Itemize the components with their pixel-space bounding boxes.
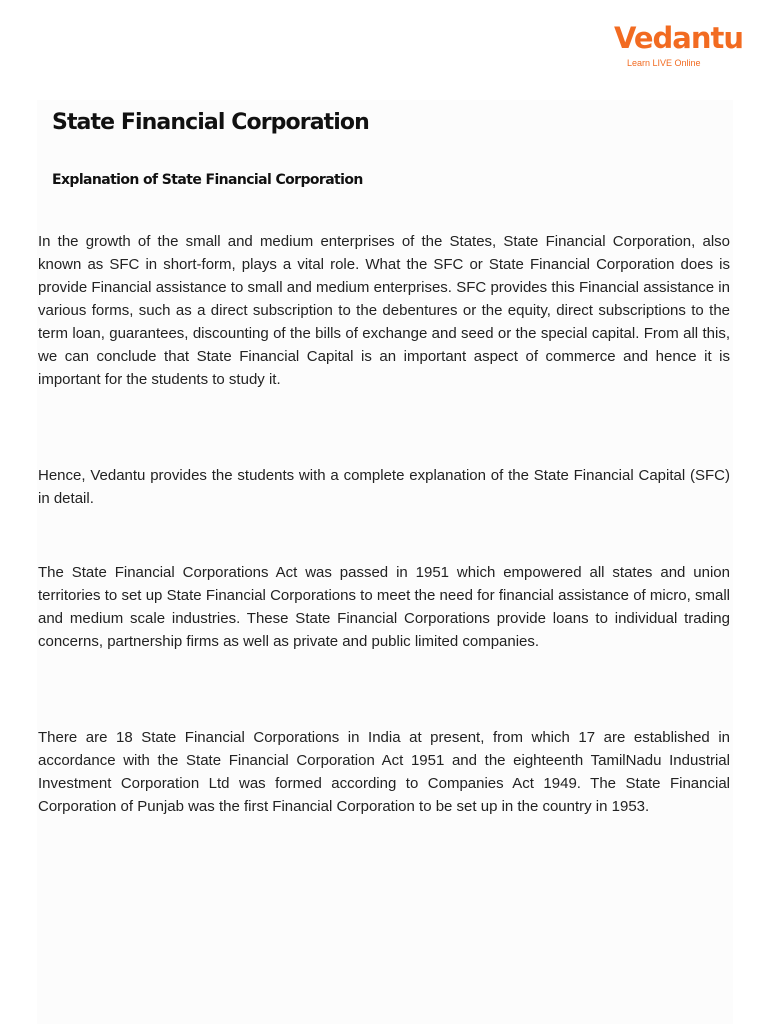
paragraph-intro: In the growth of the small and medium enterprises of the States, State Financial Corporation, also known as SFC in short-form, plays a vital role. What the SFC or State Financial Corporation does is provide Financial assistance to small and medium enterprises. SFC provides this Financial assistance in various forms, such as a direct subscription to the debentures or the equity, direct subscriptions to the term loan, guarantees, discounting of the bills of exchange and seed or the special capital. From all this, we can conclude that State Financial Capital is an important aspect of commerce and hence it is important for the students to study it.: [38, 233, 730, 388]
logo-wordmark: Vedantu: [614, 21, 744, 55]
paragraph-sfc-count: There are 18 State Financial Corporations in India at present, from which 17 are established in accordance with the State Financial Corporation Act 1951 and the eighteenth TamilNadu Industrial Investment Corporation Ltd was formed according to Companies Act 1949. The State Financial Corporation of Punjab was the first Financial Corporation to be set up in the country in 1953.: [38, 729, 730, 815]
logo-tagline: Learn LIVE Online: [627, 58, 701, 68]
paragraph-vedantu: Hence, Vedantu provides the students with a complete explanation of the State Financial Capital (SFC) in detail.: [38, 467, 730, 507]
paragraph-sfc-act: The State Financial Corporations Act was passed in 1951 which empowered all states and union territories to set up State Financial Corporations to meet the need for financial assistance of micro, small and medium scale industries. These State Financial Corporations provide loans to individual trading concerns, partnership firms as well as private and public limited companies.: [38, 564, 730, 650]
vedantu-logo: [614, 20, 744, 72]
page-title: State Financial Corporation: [52, 110, 369, 135]
section-subheading: Explanation of State Financial Corporation: [52, 172, 363, 188]
